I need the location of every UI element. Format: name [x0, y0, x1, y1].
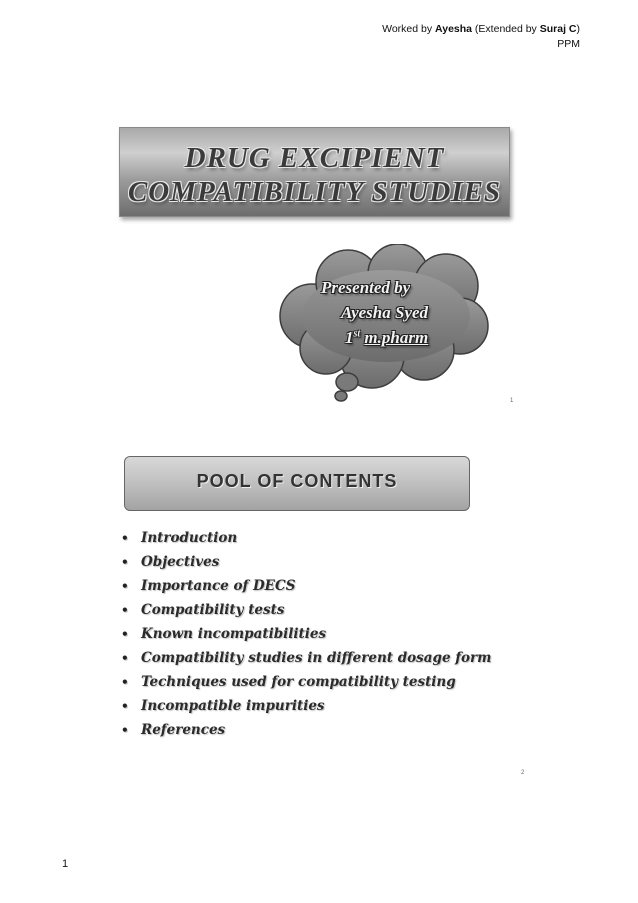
list-item: • Introduction — [119, 527, 491, 551]
bullet-icon: • — [121, 579, 129, 593]
bullet-icon: • — [121, 675, 129, 689]
slide1-title-line1: DRUG EXCIPIENT — [184, 142, 445, 174]
bullet-icon: • — [121, 627, 129, 641]
slide2-title: POOL OF CONTENTS — [196, 471, 398, 491]
list-item: • References — [119, 719, 491, 743]
page-header — [382, 22, 580, 52]
header-line-2: PPM — [557, 38, 580, 50]
bullet-icon: • — [121, 723, 129, 737]
list-item: • Objectives — [119, 551, 491, 575]
slide2-title-box — [124, 456, 470, 511]
list-item: • Importance of DECS — [119, 575, 491, 599]
bullet-icon: • — [121, 699, 129, 713]
list-item: • Techniques used for compatibility testing — [119, 671, 491, 695]
list-item: • Incompatible impurities — [119, 695, 491, 719]
list-item: • Compatibility tests — [119, 599, 491, 623]
cloud-presented-by: Presented by — [321, 278, 411, 297]
list-item: • Compatibility studies in different dosage form — [119, 647, 491, 671]
contents-list — [119, 527, 491, 743]
header-author: Ayesha — [435, 23, 473, 35]
bullet-icon: • — [121, 603, 129, 617]
list-item: • Known incompatibilities — [119, 623, 491, 647]
thought-cloud-shape — [270, 244, 494, 404]
bullet-icon: • — [121, 555, 129, 569]
header-extender: Suraj C — [539, 23, 577, 35]
slide1-number: 1 — [510, 398, 514, 404]
cloud-presenter-class: 1st m.pharm — [345, 328, 429, 347]
slide1-title-line2: COMPATIBILITY STUDIES — [127, 176, 502, 208]
header-line-1: Worked by Ayesha (Extended by Suraj C) — [382, 23, 580, 35]
bullet-icon: • — [121, 651, 129, 665]
cloud-presenter-name: Ayesha Syed — [341, 303, 429, 322]
slide1-title-box — [119, 127, 510, 217]
page-number: 1 — [62, 858, 69, 870]
bullet-icon: • — [121, 531, 129, 545]
slide2-number: 2 — [521, 770, 525, 776]
